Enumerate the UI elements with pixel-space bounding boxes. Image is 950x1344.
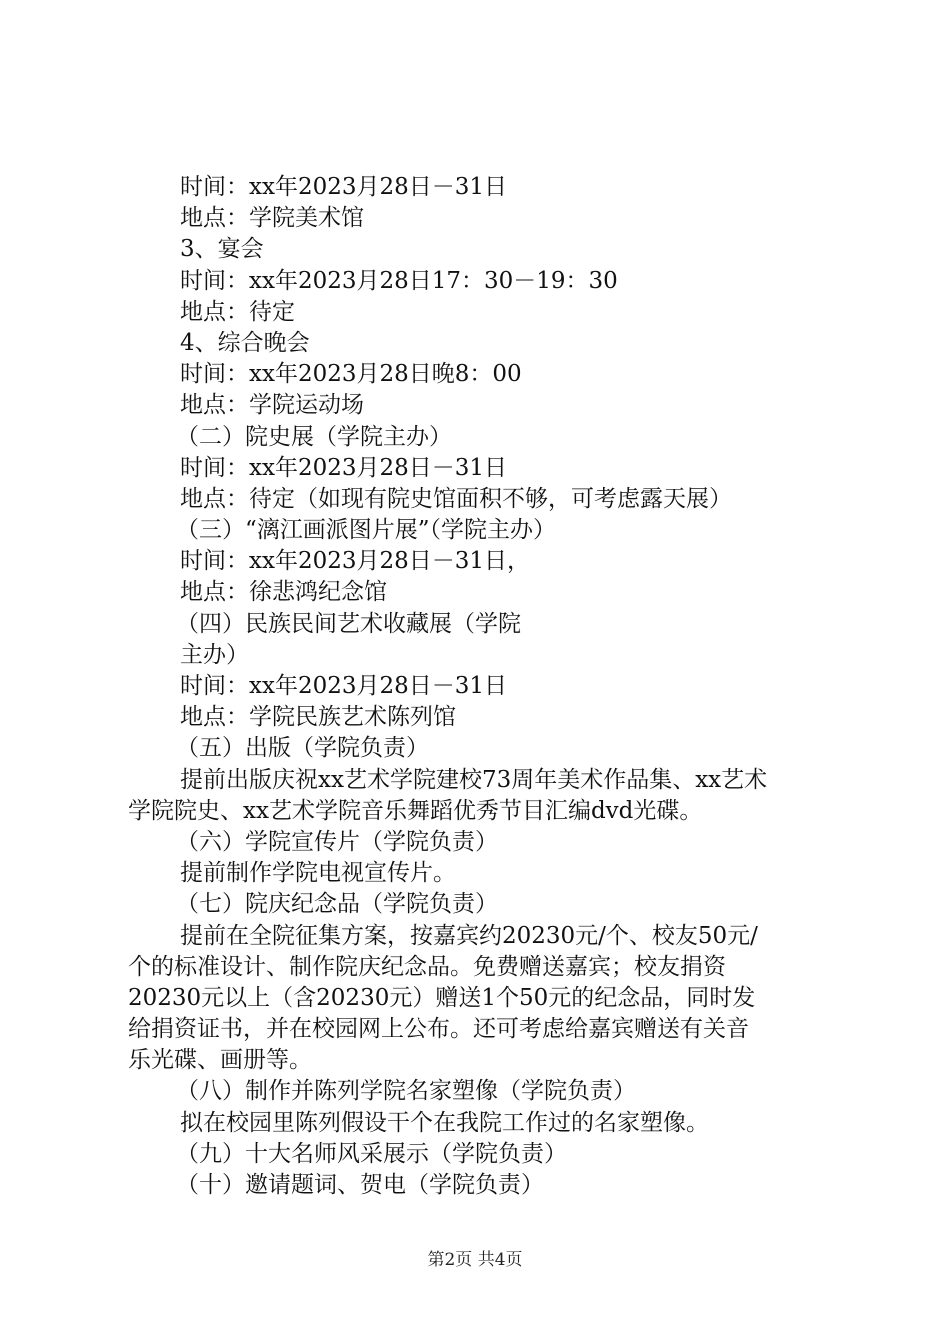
section-heading: （七）院庆纪念品（学院负责）	[176, 891, 498, 918]
section-heading: （三）“漓江画派图片展”（学院主办）	[176, 517, 557, 544]
text-line: 地点：待定（如现有院史馆面积不够，可考虑露天展）	[180, 485, 732, 512]
text-line: 时间：xx年2023月28日－31日	[180, 174, 508, 200]
text-line: 地点：学院运动场	[180, 392, 364, 419]
text-line: 地点：徐悲鸿纪念馆	[180, 579, 387, 606]
section-heading: 4、综合晚会	[180, 329, 310, 356]
paragraph-line: 提前在全院征集方案，按嘉宾约20230元/个、校友50元/	[180, 922, 758, 949]
section-heading: （五）出版（学院负责）	[176, 735, 429, 762]
paragraph-line: 20230元以上（含20230元）赠送1个50元的纪念品，同时发	[128, 984, 756, 1011]
section-heading: （八）制作并陈列学院名家塑像（学院负责）	[176, 1078, 636, 1105]
paragraph-line: 提前制作学院电视宣传片。	[180, 860, 456, 887]
text-line: 时间：xx年2023月28日－31日	[180, 673, 508, 699]
text-line: 主办）	[180, 641, 249, 668]
section-heading: （六）学院宣传片（学院负责）	[176, 828, 498, 855]
section-heading: 3、宴会	[180, 236, 264, 263]
page-footer: 第2页 共4页	[427, 1250, 523, 1270]
section-heading: （十）邀请题词、贺电（学院负责）	[176, 1172, 544, 1198]
paragraph-line: 给捐资证书，并在校园网上公布。还可考虑给嘉宾赠送有关音	[128, 1016, 749, 1043]
text-line: 时间：xx年2023月28日晚8：00	[180, 361, 522, 388]
section-heading: （二）院史展（学院主办）	[176, 423, 452, 450]
paragraph-line: 乐光碟、画册等。	[128, 1047, 312, 1074]
document-body	[0, 172, 950, 1201]
text-line: 地点：学院民族艺术陈列馆	[180, 704, 456, 731]
section-heading: （四）民族民间艺术收藏展（学院	[176, 610, 521, 637]
paragraph-line: 提前出版庆祝xx艺术学院建校73周年美术作品集、xx艺术	[180, 766, 768, 793]
text-line: 地点：待定	[180, 298, 295, 325]
paragraph-line: 个的标准设计、制作院庆纪念品。免费赠送嘉宾；校友捐资	[128, 953, 726, 980]
text-line: 地点：学院美术馆	[180, 205, 364, 232]
section-heading: （九）十大名师风采展示（学院负责）	[176, 1140, 567, 1167]
text-line: 时间：xx年2023月28日－31日	[180, 454, 508, 481]
text-line: 时间：xx年2023月28日－31日，	[180, 548, 531, 575]
paragraph-line: 学院院史、xx艺术学院音乐舞蹈优秀节目汇编dvd光碟。	[128, 797, 703, 824]
text-line: 时间：xx年2023月28日17：30－19：30	[180, 267, 618, 294]
paragraph-line: 拟在校园里陈列假设干个在我院工作过的名家塑像。	[180, 1109, 709, 1136]
